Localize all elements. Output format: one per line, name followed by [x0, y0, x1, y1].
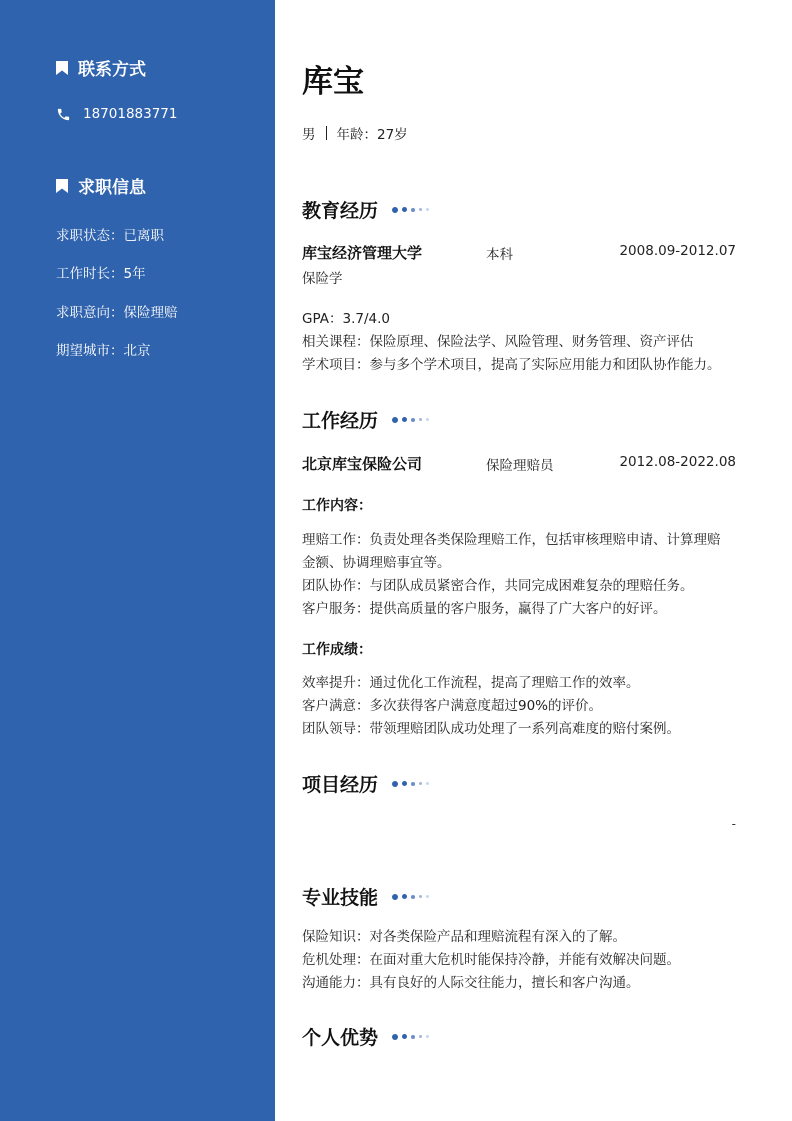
- age: 年龄：27岁: [336, 127, 408, 143]
- work-period: 2012.08-2022.08: [619, 454, 736, 470]
- skills-section-title: [302, 883, 433, 910]
- advantages-section-title: [302, 1023, 433, 1050]
- work-content-heading: 工作内容：: [302, 498, 372, 514]
- achievements-heading: 工作成绩：: [302, 642, 372, 658]
- job-info-heading: [56, 173, 146, 198]
- expected-city: 期望城市：北京: [56, 343, 151, 359]
- project-placeholder: -: [731, 817, 736, 831]
- decorative-dots: [392, 417, 433, 423]
- achievement-line: 效率提升：通过优化工作流程，提高了理赔工作的效率。: [302, 675, 640, 691]
- education-section-title: [302, 196, 433, 223]
- phone-icon: [56, 107, 71, 122]
- basic-info: [302, 123, 408, 143]
- divider: [326, 126, 327, 140]
- gpa: GPA：3.7/4.0: [302, 311, 390, 327]
- phone-number: 18701883771: [83, 106, 178, 122]
- project-title-label: 项目经历: [302, 774, 379, 796]
- sidebar: [0, 0, 275, 1121]
- phone-row: [56, 106, 177, 122]
- company-name: 北京库宝保险公司: [302, 455, 423, 473]
- academic-projects: 学术项目：参与多个学术项目，提高了实际应用能力和团队协作能力。: [302, 357, 721, 373]
- school-name: 库宝经济管理大学: [302, 244, 423, 262]
- position: 保险理赔员: [486, 458, 554, 474]
- work-content-line: 金额、协调理赔事宜等。: [302, 555, 451, 571]
- main-content: [302, 0, 738, 1121]
- education-period: 2008.09-2012.07: [619, 243, 736, 259]
- decorative-dots: [392, 1034, 433, 1040]
- skills-title-label: 专业技能: [302, 887, 379, 909]
- work-title-label: 工作经历: [302, 410, 379, 432]
- candidate-name: 库宝: [302, 64, 364, 100]
- work-content-line: 理赔工作：负责处理各类保险理赔工作，包括审核理赔申请、计算理赔: [302, 532, 721, 548]
- bookmark-icon: [56, 179, 68, 193]
- work-content-line: 客户服务：提供高质量的客户服务，赢得了广大客户的好评。: [302, 601, 667, 617]
- courses: 相关课程：保险原理、保险法学、风险管理、财务管理、资产评估: [302, 334, 694, 350]
- job-info-heading-label: 求职信息: [78, 178, 146, 198]
- contact-heading: [56, 55, 146, 80]
- work-section-title: [302, 406, 433, 433]
- work-content-line: 团队协作：与团队成员紧密合作，共同完成困难复杂的理赔任务。: [302, 578, 694, 594]
- achievement-line: 客户满意：多次获得客户满意度超过90%的评价。: [302, 698, 603, 714]
- skill-line: 保险知识：对各类保险产品和理赔流程有深入的了解。: [302, 929, 626, 945]
- gender: 男: [302, 127, 316, 143]
- decorative-dots: [392, 894, 433, 900]
- skill-line: 沟通能力：具有良好的人际交往能力，擅长和客户沟通。: [302, 975, 640, 991]
- achievement-line: 团队领导：带领理赔团队成功处理了一系列高难度的赔付案例。: [302, 721, 680, 737]
- job-status: 求职状态：已离职: [56, 228, 164, 244]
- project-section-title: [302, 770, 433, 797]
- work-duration: 工作时长：5年: [56, 266, 146, 282]
- major: 保险学: [302, 271, 343, 287]
- job-intention: 求职意向：保险理赔: [56, 305, 178, 321]
- education-title-label: 教育经历: [302, 200, 379, 222]
- decorative-dots: [392, 781, 433, 787]
- degree: 本科: [486, 247, 513, 263]
- bookmark-icon: [56, 61, 68, 75]
- advantages-title-label: 个人优势: [302, 1027, 379, 1049]
- decorative-dots: [392, 207, 433, 213]
- skill-line: 危机处理：在面对重大危机时能保持冷静，并能有效解决问题。: [302, 952, 680, 968]
- contact-heading-label: 联系方式: [78, 60, 146, 80]
